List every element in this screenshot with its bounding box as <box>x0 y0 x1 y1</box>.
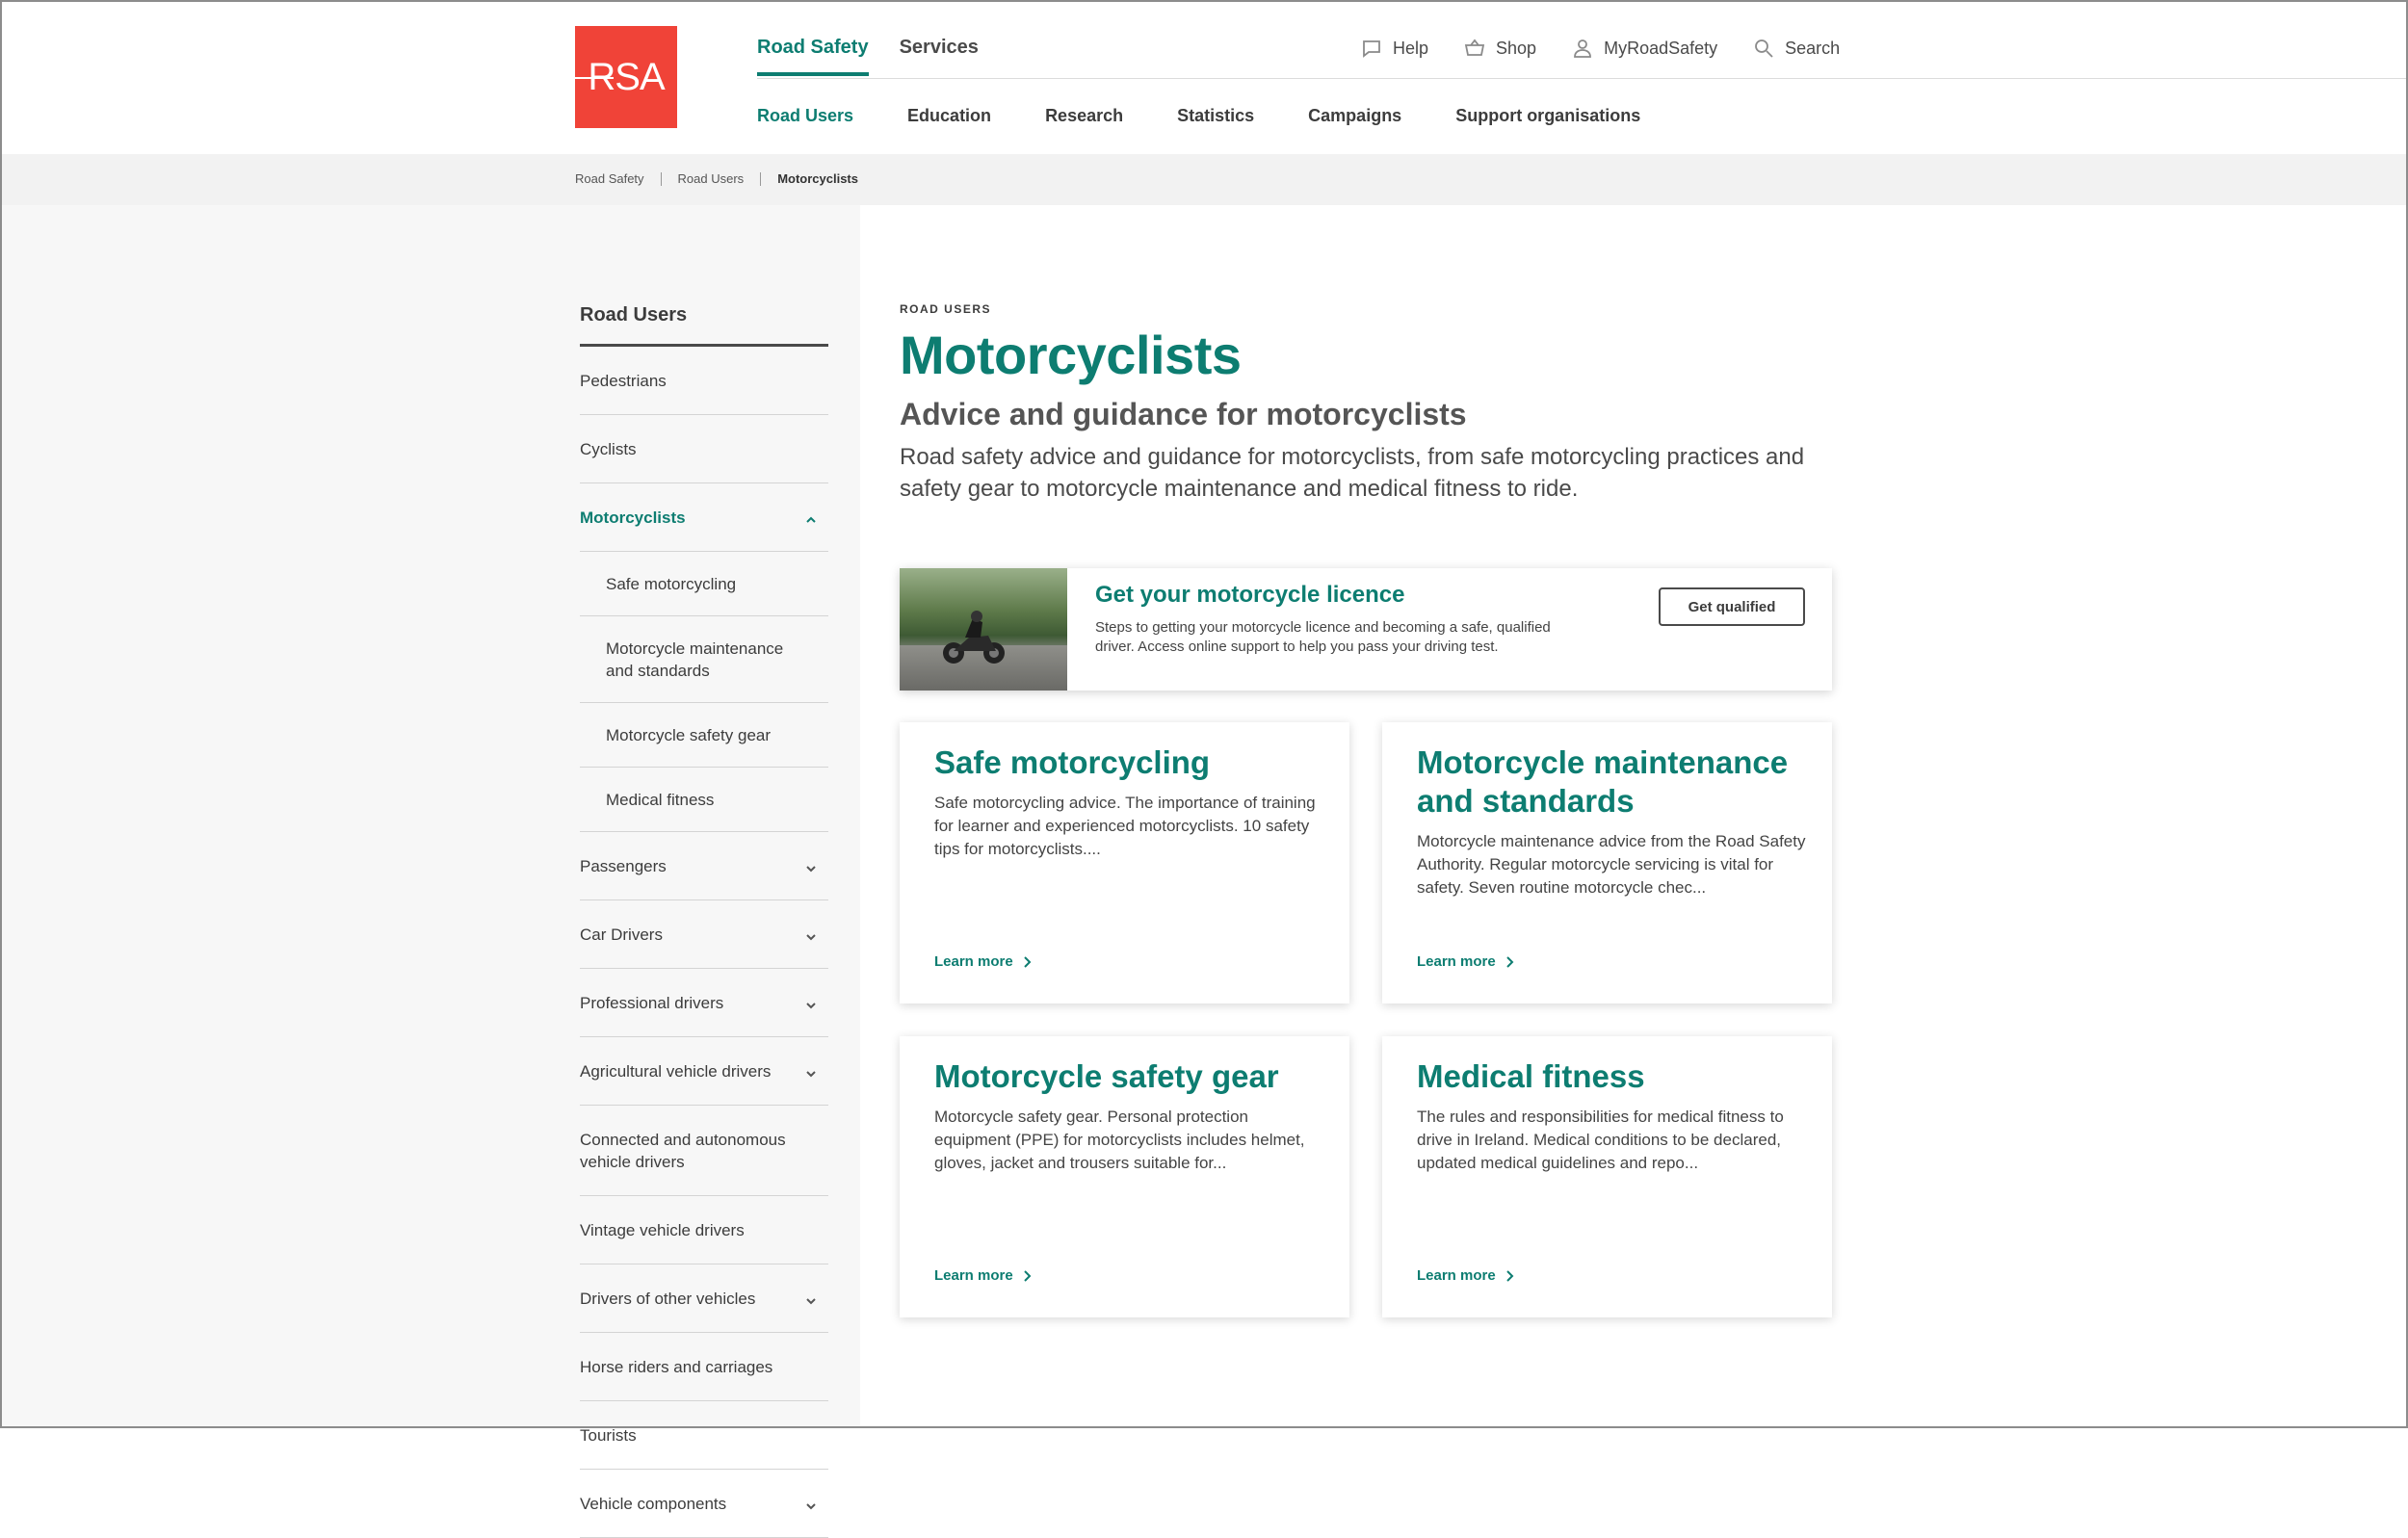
learn-more-link[interactable] <box>934 953 1033 970</box>
sidebar-heading[interactable]: Road Users <box>580 304 828 347</box>
breadcrumb-current: Motorcyclists <box>777 171 858 186</box>
card-description: Safe motorcycling advice. The importance of training for learner and experienced motorcyclists. 10 safety tips for motorcyclists.... <box>934 794 1316 858</box>
help-link[interactable] <box>1360 37 1428 60</box>
account-link[interactable] <box>1571 37 1717 60</box>
page-title: Motorcyclists <box>900 325 1242 385</box>
sidebar-item-motorcycle-safety-gear[interactable] <box>580 703 828 768</box>
learn-more-label: Learn more <box>934 953 1013 970</box>
sidebar-item-passengers[interactable] <box>580 832 828 900</box>
sidebar-item-label: Pedestrians <box>580 372 667 390</box>
sidebar-item-label: Drivers of other vehicles <box>580 1290 756 1308</box>
sidebar-item-label: Agricultural vehicle drivers <box>580 1062 772 1081</box>
learn-more-label: Learn more <box>1417 1267 1496 1284</box>
learn-more-link[interactable] <box>1417 953 1515 970</box>
account-label: MyRoadSafety <box>1604 38 1718 58</box>
sidebar-item-label: Passengers <box>580 857 667 875</box>
licence-description: Steps to getting your motorcycle licence and becoming a safe, qualified driver. Access online support to help you pass your driving test. <box>1095 619 1551 655</box>
breadcrumb-road-users[interactable]: Road Users <box>677 171 745 186</box>
card-description: Motorcycle maintenance advice from the Road Safety Authority. Regular motorcycle servicing is vital for safety. Seven routine motorcycle chec... <box>1417 832 1806 897</box>
sidebar-item-vintage-vehicle-drivers[interactable] <box>580 1196 828 1264</box>
chevron-right-icon <box>1023 1270 1033 1282</box>
subnav-campaigns[interactable]: Campaigns <box>1308 106 1402 125</box>
chevron-down-icon[interactable] <box>805 995 817 1006</box>
sidebar-item-label: Safe motorcycling <box>606 575 737 593</box>
nav-services[interactable]: Services <box>899 37 979 58</box>
site-header <box>0 0 2408 154</box>
breadcrumb-separator <box>760 172 761 186</box>
card-description: The rules and responsibilities for medical fitness to drive in Ireland. Medical conditions to be declared, updated medical guidelines and repo... <box>1417 1108 1784 1172</box>
sidebar-list <box>580 347 828 1538</box>
card-title[interactable]: Motorcycle safety gear <box>934 1058 1279 1094</box>
subnav-support-organisations[interactable]: Support organisations <box>1455 106 1641 125</box>
nav-road-safety[interactable]: Road Safety <box>757 37 869 76</box>
rsa-logo[interactable] <box>575 26 677 128</box>
subnav-research[interactable]: Research <box>1045 106 1124 125</box>
search-link[interactable] <box>1752 37 1840 60</box>
get-qualified-button[interactable]: Get qualified <box>1659 587 1805 626</box>
secondary-nav <box>757 106 1640 126</box>
sidebar-item-label: Connected and autonomous vehicle drivers <box>580 1131 786 1171</box>
sidebar-item-agricultural-vehicle-drivers[interactable] <box>580 1037 828 1106</box>
motorcycle-icon <box>940 609 1008 666</box>
card-title[interactable]: Safe motorcycling <box>934 744 1211 780</box>
learn-more-link[interactable] <box>1417 1267 1515 1284</box>
subnav-statistics[interactable]: Statistics <box>1177 106 1255 125</box>
card-motorcycle-safety-gear[interactable] <box>900 1036 1349 1317</box>
sidebar-item-label: Vintage vehicle drivers <box>580 1221 745 1239</box>
chevron-down-icon[interactable] <box>805 926 817 938</box>
shop-label: Shop <box>1496 38 1537 58</box>
chevron-up-icon[interactable] <box>805 509 817 521</box>
sidebar-item-label: Cyclists <box>580 440 637 458</box>
sidebar-item-medical-fitness[interactable] <box>580 768 828 832</box>
card-medical-fitness[interactable] <box>1382 1036 1832 1317</box>
card-title[interactable]: Medical fitness <box>1417 1058 1645 1094</box>
chevron-right-icon <box>1505 956 1515 968</box>
help-label: Help <box>1393 38 1429 58</box>
search-icon <box>1752 37 1775 60</box>
card-safe-motorcycling[interactable] <box>900 722 1349 1004</box>
primary-nav <box>757 37 979 76</box>
subnav-road-users[interactable]: Road Users <box>757 106 854 125</box>
learn-more-label: Learn more <box>1417 953 1496 970</box>
sidebar-item-label: Motorcyclists <box>580 508 686 527</box>
breadcrumb-bar <box>0 154 2408 205</box>
learn-more-label: Learn more <box>934 1267 1013 1284</box>
search-label: Search <box>1785 38 1841 58</box>
sidebar-item-label: Car Drivers <box>580 925 663 944</box>
licence-title[interactable]: Get your motorcycle licence <box>1095 582 1405 608</box>
chevron-down-icon[interactable] <box>805 1063 817 1075</box>
sidebar-item-label: Horse riders and carriages <box>580 1358 773 1376</box>
card-title[interactable]: Motorcycle maintenance and standards <box>1417 744 1789 819</box>
utility-nav <box>1360 37 1840 60</box>
sidebar-item-label: Motorcycle maintenance and standards <box>606 639 784 680</box>
logo-text: RSA <box>588 55 665 98</box>
sidebar <box>580 304 828 1538</box>
sidebar-item-car-drivers[interactable] <box>580 900 828 969</box>
sidebar-item-motorcyclists[interactable] <box>580 483 828 552</box>
breadcrumb-separator <box>661 172 662 186</box>
card-description: Motorcycle safety gear. Personal protection equipment (PPE) for motorcyclists includes helmet, gloves, jacket and trousers suitable for... <box>934 1108 1305 1172</box>
sidebar-item-cyclists[interactable] <box>580 415 828 483</box>
sidebar-item-drivers-of-other-vehicles[interactable] <box>580 1264 828 1333</box>
sidebar-item-vehicle-components[interactable] <box>580 1470 828 1538</box>
sidebar-item-label: Motorcycle safety gear <box>606 726 772 744</box>
sidebar-item-horse-riders-and-carriages[interactable] <box>580 1333 828 1401</box>
shop-link[interactable] <box>1463 37 1536 60</box>
sidebar-item-tourists[interactable] <box>580 1401 828 1470</box>
sidebar-item-safe-motorcycling[interactable] <box>580 552 828 616</box>
chevron-right-icon <box>1505 1270 1515 1282</box>
subnav-education[interactable]: Education <box>907 106 992 125</box>
sidebar-item-professional-drivers[interactable] <box>580 969 828 1037</box>
sidebar-item-label: Professional drivers <box>580 994 724 1012</box>
section-eyebrow: ROAD USERS <box>900 302 992 316</box>
licence-body <box>1095 582 1557 657</box>
sidebar-item-connected-and-autonomous-vehicle-drivers[interactable] <box>580 1106 828 1196</box>
sidebar-item-label: Medical fitness <box>606 791 715 809</box>
sidebar-item-label: Tourists <box>580 1426 637 1445</box>
sidebar-item-motorcycle-maintenance-and-standards[interactable] <box>580 616 828 703</box>
page-intro: Road safety advice and guidance for motorcyclists, from safe motorcycling practices and safety gear to motorcycle maintenance and medical fitness to ride. <box>900 444 1805 502</box>
chat-bubble-icon <box>1360 37 1383 60</box>
user-icon <box>1571 37 1594 60</box>
sidebar-item-label: Vehicle components <box>580 1495 727 1513</box>
basket-icon <box>1463 37 1486 60</box>
licence-banner[interactable] <box>900 568 1832 691</box>
sidebar-item-pedestrians[interactable] <box>580 347 828 415</box>
motorcyclist-image <box>900 568 1067 691</box>
chevron-down-icon[interactable] <box>805 858 817 870</box>
breadcrumb <box>575 171 858 186</box>
page-subtitle: Advice and guidance for motorcyclists <box>900 397 1467 431</box>
learn-more-link[interactable] <box>934 1267 1033 1284</box>
breadcrumb-road-safety[interactable]: Road Safety <box>575 171 644 186</box>
chevron-down-icon[interactable] <box>805 1496 817 1507</box>
header-divider <box>757 78 2408 79</box>
chevron-right-icon <box>1023 956 1033 968</box>
card-motorcycle-maintenance[interactable] <box>1382 722 1832 1004</box>
chevron-down-icon[interactable] <box>805 1290 817 1302</box>
